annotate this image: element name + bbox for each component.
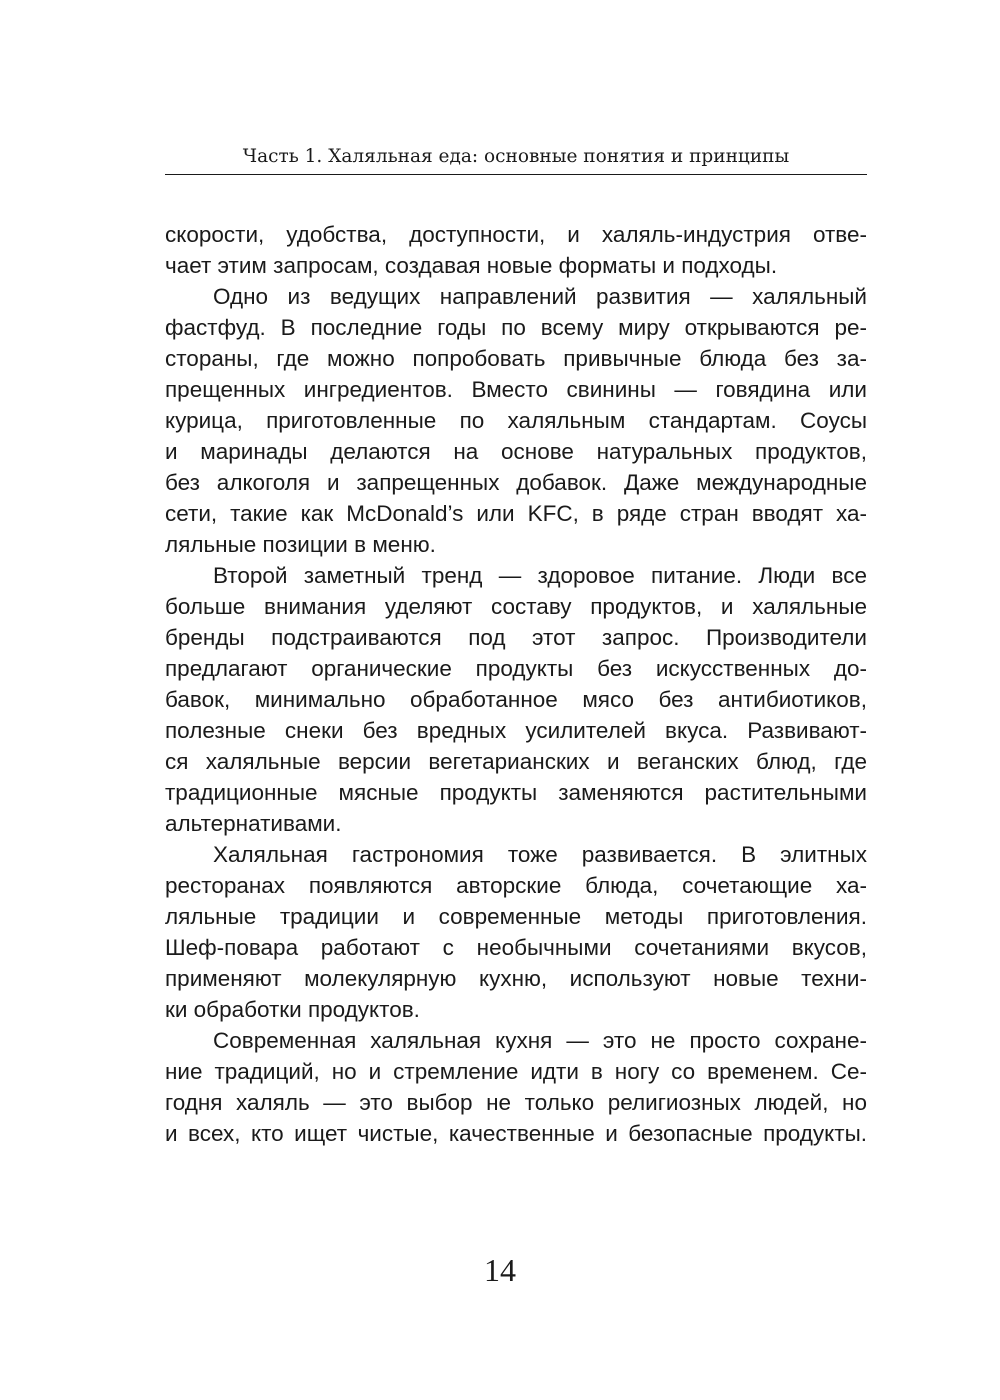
text-line: чает этим запросам, создавая новые форматы и подходы. bbox=[165, 253, 778, 278]
text-line: больше внимания уделяют составу продуктов, и халяльные bbox=[165, 594, 867, 619]
text-line: ресторанах появляются авторские блюда, сочетающие ха- bbox=[165, 873, 867, 898]
running-head: Часть 1. Халяльная еда: основные понятия и принципы bbox=[242, 146, 790, 167]
text-line: ляльные традиции и современные методы приготовления. bbox=[165, 904, 867, 929]
text-line: и всех, кто ищет чистые, качественные и безопасные продукты. bbox=[165, 1121, 867, 1146]
text-line: бренды подстраиваются под этот запрос. Производители bbox=[165, 625, 867, 650]
text-line: прещенных ингредиентов. Вместо свинины — говядина или bbox=[165, 377, 867, 402]
text-line: годня халяль — это выбор не только религиозных людей, но bbox=[165, 1090, 867, 1115]
text-line: и маринады делаются на основе натуральных продуктов, bbox=[165, 439, 867, 464]
text-line: полезные снеки без вредных усилителей вкуса. Развивают- bbox=[165, 718, 867, 743]
header-rule bbox=[165, 174, 867, 175]
text-line: без алкоголя и запрещенных добавок. Даже международные bbox=[165, 470, 867, 495]
text-line: фастфуд. В последние годы по всему миру открываются ре- bbox=[165, 315, 867, 340]
text-line: применяют молекулярную кухню, используют новые техни- bbox=[165, 966, 867, 991]
text-line: сети, такие как McDonald’s или KFC, в ряде стран вводят ха- bbox=[165, 501, 867, 526]
text-line: ние традиций, но и стремление идти в ногу со временем. Се- bbox=[165, 1059, 867, 1084]
text-line: Современная халяльная кухня — это не просто сохране- bbox=[213, 1028, 867, 1053]
text-line: предлагают органические продукты без искусственных до- bbox=[165, 656, 867, 681]
page-number: 14 bbox=[484, 1252, 516, 1288]
text-line: бавок, минимально обработанное мясо без антибиотиков, bbox=[165, 687, 867, 712]
body-text bbox=[165, 219, 867, 1149]
text-line: альтернативами. bbox=[165, 811, 342, 836]
text-line: стораны, где можно попробовать привычные блюда без за- bbox=[165, 346, 867, 371]
text-line: Второй заметный тренд — здоровое питание. Люди все bbox=[213, 563, 867, 588]
text-line: ляльные позиции в меню. bbox=[165, 532, 436, 557]
text-line: Халяльная гастрономия тоже развивается. В элитных bbox=[213, 842, 867, 867]
text-line: Шеф-повара работают с необычными сочетаниями вкусов, bbox=[165, 935, 867, 960]
text-line: традиционные мясные продукты заменяются растительными bbox=[165, 780, 867, 805]
text-line: скорости, удобства, доступности, и халяль-индустрия отве- bbox=[165, 222, 867, 247]
text-line: курица, приготовленные по халяльным стандартам. Соусы bbox=[165, 408, 867, 433]
text-line: ки обработки продуктов. bbox=[165, 997, 420, 1022]
text-line: Одно из ведущих направлений развития — халяльный bbox=[213, 284, 867, 309]
text-line: ся халяльные версии вегетарианских и веганских блюд, где bbox=[165, 749, 867, 774]
